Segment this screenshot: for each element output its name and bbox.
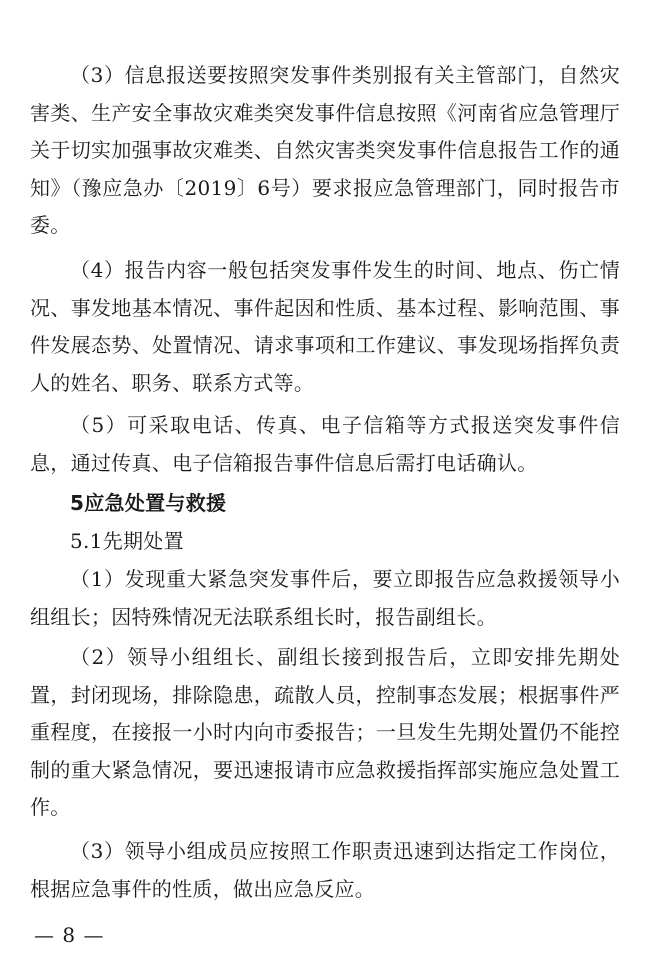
paragraph-text: （5）可采取电话、传真、电子信箱等方式报送突发事件信息，通过传真、电子信箱报告事件信息后需打电话确认。 xyxy=(30,413,620,475)
paragraph-members-response xyxy=(30,833,620,908)
subsection-heading-text: 5.1先期处置 xyxy=(70,529,184,553)
paragraph-report-content xyxy=(30,252,620,402)
paragraph-text: （3）领导小组成员应按照工作职责迅速到达指定工作岗位，根据应急事件的性质，做出应急反应。 xyxy=(30,839,620,901)
paragraph-report-methods xyxy=(30,407,620,482)
subsection-heading xyxy=(30,523,620,561)
paragraph-info-reporting xyxy=(30,57,620,245)
page-number: — 8 — xyxy=(34,923,105,947)
section-heading xyxy=(30,485,620,523)
paragraph-text: （3）信息报送要按照突发事件类别报有关主管部门，自然灾害类、生产安全事故灾难类突发事件信息按照《河南省应急管理厅关于切实加强事故灾难类、自然灾害类突发事件信息报告工作的通知》（豫应急办〔2019〕6号）要求报应急管理部门，同时报告市委。 xyxy=(30,63,620,237)
paragraph-initial-handling xyxy=(30,639,620,827)
paragraph-text: （1）发现重大紧急突发事件后，要立即报告应急救援领导小组组长；因特殊情况无法联系组长时，报告副组长。 xyxy=(30,567,620,629)
paragraph-text: （4）报告内容一般包括突发事件发生的时间、地点、伤亡情况、事发地基本情况、事件起因和性质、基本过程、影响范围、事件发展态势、处置情况、请求事项和工作建议、事发现场指挥负责人的姓名、职务、联系方式等。 xyxy=(30,258,620,395)
section-heading-text: 5应急处置与救援 xyxy=(70,491,227,515)
paragraph-first-report xyxy=(30,561,620,636)
paragraph-text: （2）领导小组组长、副组长接到报告后，立即安排先期处置，封闭现场，排除隐患，疏散人员，控制事态发展；根据事件严重程度，在接报一小时内向市委报告；一旦发生先期处置仍不能控制的重大紧急情况，要迅速报请市应急救援指挥部实施应急处置工作。 xyxy=(30,645,620,819)
